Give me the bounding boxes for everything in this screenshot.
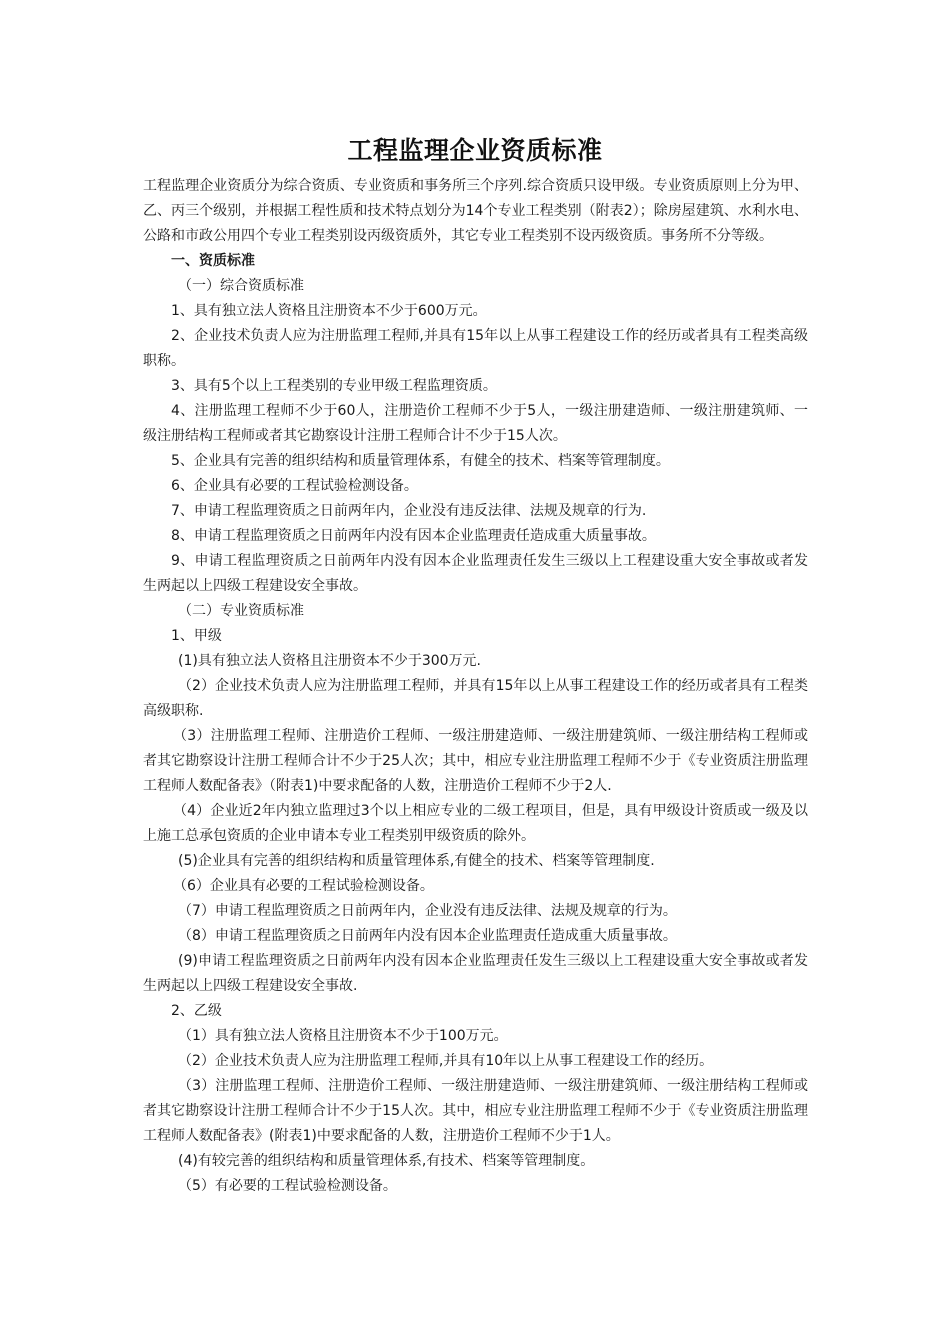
list-item: （3）注册监理工程师、注册造价工程师、一级注册建造师、一级注册建筑师、一级注册结构工程师或者其它勘察设计注册工程师合计不少于15人次。其中，相应专业注册监理工程师不少于《专业资质注册监理工程师人数配备表》(附表1)中要求配备的人数，注册造价工程师不少于1人。 [143, 1078, 808, 1144]
list-item: 7、申请工程监理资质之日前两年内，企业没有违反法律、法规及规章的行为. [171, 503, 647, 519]
list-item: 9、申请工程监理资质之日前两年内没有因本企业监理责任发生三级以上工程建设重大安全事故或者发生两起以上四级工程建设安全事故。 [143, 553, 808, 594]
list-item: （3）注册监理工程师、注册造价工程师、一级注册建造师、一级注册建筑师、一级注册结构工程师或者其它勘察设计注册工程师合计不少于25人次；其中，相应专业注册监理工程师不少于《专业资质注册监理工程师人数配备表》（附表1)中要求配备的人数，注册造价工程师不少于2人. [143, 728, 808, 794]
list-item: （2）企业技术负责人应为注册监理工程师，并具有15年以上从事工程建设工作的经历或者具有工程类高级职称. [143, 678, 808, 719]
list-item: （2）企业技术负责人应为注册监理工程师,并具有10年以上从事工程建设工作的经历。 [178, 1053, 714, 1069]
document-body [143, 174, 808, 1199]
list-item: （5）有必要的工程试验检测设备。 [178, 1178, 397, 1194]
list-item: （1）具有独立法人资格且注册资本不少于100万元。 [178, 1028, 508, 1044]
intro-paragraph: 工程监理企业资质分为综合资质、专业资质和事务所三个序列.综合资质只设甲级。专业资质原则上分为甲、乙、丙三个级别，并根据工程性质和技术特点划分为14个专业工程类别（附表2）；除房屋建筑、水利水电、公路和市政公用四个专业工程类别设丙级资质外，其它专业工程类别不设丙级资质。事务所不分等级。 [143, 178, 808, 244]
list-item: 6、企业具有必要的工程试验检测设备。 [171, 478, 418, 494]
list-item: 3、具有5个以上工程类别的专业甲级工程监理资质。 [171, 378, 497, 394]
list-item: (1)具有独立法人资格且注册资本不少于300万元. [178, 653, 482, 669]
list-item: (9)申请工程监理资质之日前两年内没有因本企业监理责任发生三级以上工程建设重大安全事故或者发生两起以上四级工程建设安全事故. [143, 953, 808, 994]
list-item: （6）企业具有必要的工程试验检测设备。 [173, 878, 434, 894]
list-item: 4、注册监理工程师不少于60人，注册造价工程师不少于5人，一级注册建造师、一级注册建筑师、一级注册结构工程师或者其它勘察设计注册工程师合计不少于15人次。 [143, 403, 808, 444]
grade-heading: 1、甲级 [171, 628, 222, 644]
grade-heading: 2、乙级 [171, 1003, 222, 1019]
list-item: 2、企业技术负责人应为注册监理工程师,并具有15年以上从事工程建设工作的经历或者具有工程类高级职称。 [143, 328, 808, 369]
subsection-heading: （一）综合资质标准 [178, 278, 304, 294]
list-item: (5)企业具有完善的组织结构和质量管理体系,有健全的技术、档案等管理制度. [178, 853, 655, 869]
list-item: （8）申请工程监理资质之日前两年内没有因本企业监理责任造成重大质量事故。 [178, 928, 677, 944]
list-item: （4）企业近2年内独立监理过3个以上相应专业的二级工程项目，但是，具有甲级设计资质或一级及以上施工总承包资质的企业申请本专业工程类别甲级资质的除外。 [143, 803, 808, 844]
list-item: 8、申请工程监理资质之日前两年内没有因本企业监理责任造成重大质量事故。 [171, 528, 656, 544]
section-heading: 一、资质标准 [171, 253, 255, 269]
subsection-heading: （二）专业资质标准 [178, 603, 304, 619]
list-item: 5、企业具有完善的组织结构和质量管理体系，有健全的技术、档案等管理制度。 [171, 453, 670, 469]
document-title: 工程监理企业资质标准 [347, 136, 603, 165]
list-item: (4)有较完善的组织结构和质量管理体系,有技术、档案等管理制度。 [178, 1153, 595, 1169]
list-item: （7）申请工程监理资质之日前两年内，企业没有违反法律、法规及规章的行为。 [178, 903, 677, 919]
list-item: 1、具有独立法人资格且注册资本不少于600万元。 [171, 303, 487, 319]
